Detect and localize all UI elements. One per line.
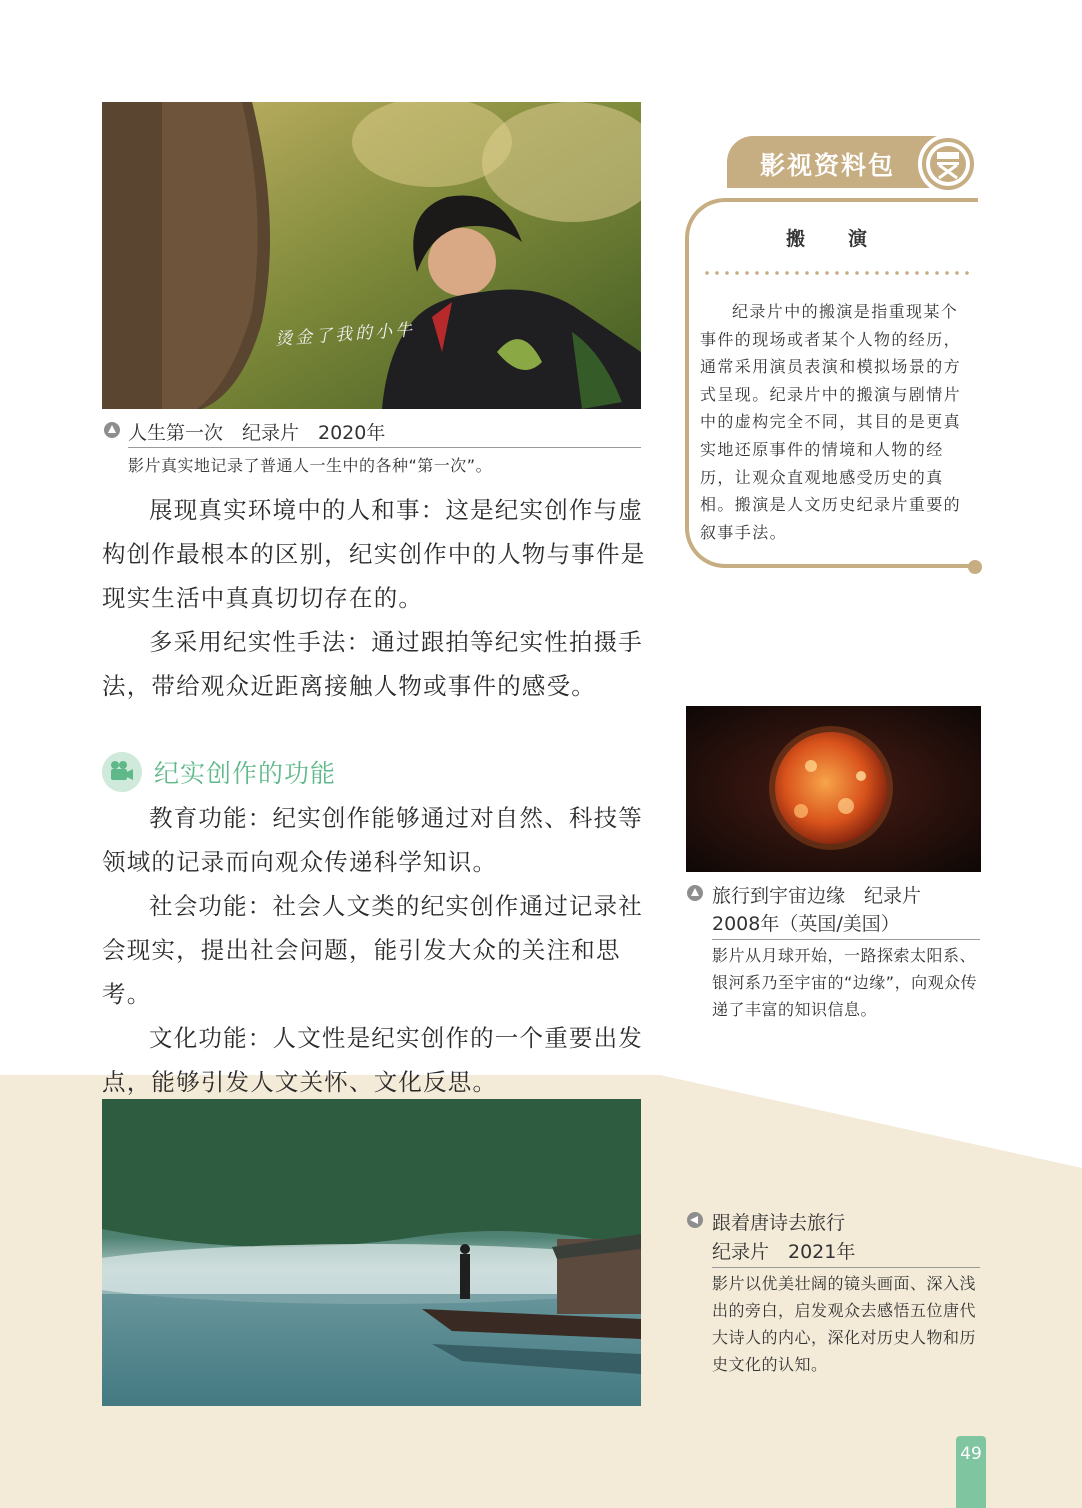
page-number: 49 [960,1444,982,1464]
caption-triangle-icon [104,422,120,438]
sidebar-tab-title: 影视资料包 [760,151,896,180]
photo-caption-year: 2008年（英国/美国） [712,913,900,935]
caption-triangle-icon [687,885,703,901]
body-paragraph: 教育功能：纪实创作能够通过对自然、科技等领域的记录而向观众传递科学知识。 [102,804,643,876]
sidebar-end-dot [968,560,982,574]
photo-caption-title: 旅行到宇宙边缘 纪录片 [712,885,922,907]
body-paragraph: 文化功能：人文性是纪实创作的一个重要出发点，能够引发人文关怀、文化反思。 [102,1024,643,1096]
body-paragraph: 展现真实环境中的人和事：这是纪实创作与虚构创作最根本的区别，纪实创作中的人物与事件是现实生活中真真切切存在的。 [102,496,646,612]
body-text-top [102,488,647,708]
body-paragraph: 多采用纪实性手法：通过跟拍等纪实性拍摄手法，带给观众近距离接触人物或事件的感受。 [102,628,643,700]
photo-caption-year: 纪录片 2021年 [712,1241,856,1263]
photo-caption-title: 人生第一次 纪录片 2020年 [128,422,386,444]
sidebar-dotted-divider [702,270,970,276]
photo-caption-description: 影片从月球开始，一路探索太阳系、银河系乃至宇宙的“边缘”，向观众传递了丰富的知识信息。 [712,946,978,1019]
photo-caption-description: 影片真实地记录了普通人一生中的各种“第一次”。 [128,456,493,475]
body-paragraph: 社会功能：社会人文类的纪实创作通过记录社会现实，提出社会问题，能引发大众的关注和思考。 [102,892,643,1008]
caption-divider [712,939,980,940]
photo-boy-documentary [102,102,641,409]
photo-sun-documentary [686,706,981,872]
film-camera-icon [102,752,142,792]
sidebar-heading: 搬 演 [785,228,879,250]
caption-triangle-icon [687,1212,703,1228]
caption-divider [712,1267,980,1268]
photo-caption-title: 跟着唐诗去旅行 [712,1212,846,1234]
photo-caption-description: 影片以优美壮阔的镜头画面、深入浅出的旁白，启发观众去感悟五位唐代大诗人的内心，深化对历史人物和历史文化的认知。 [712,1274,977,1374]
caption-divider [128,447,641,448]
section-title: 纪实创作的功能 [154,759,337,788]
photo-misty-lake-documentary [102,1099,641,1406]
director-chair-icon [918,134,978,194]
body-text-functions [102,796,647,1104]
sidebar-text: 纪录片中的搬演是指重现某个事件的现场或者某个人物的经历，通常采用演员表演和模拟场景的方式呈现。纪录片中的搬演与剧情片中的虚构完全不同，其目的是更真实地还原事件的情境和人物的经历，让观众直观地感受历史的真相。搬演是人文历史纪录片重要的叙事手法。 [700,302,962,542]
photo-overlay-subtitle: 烫金了我的小牛 [274,320,416,350]
